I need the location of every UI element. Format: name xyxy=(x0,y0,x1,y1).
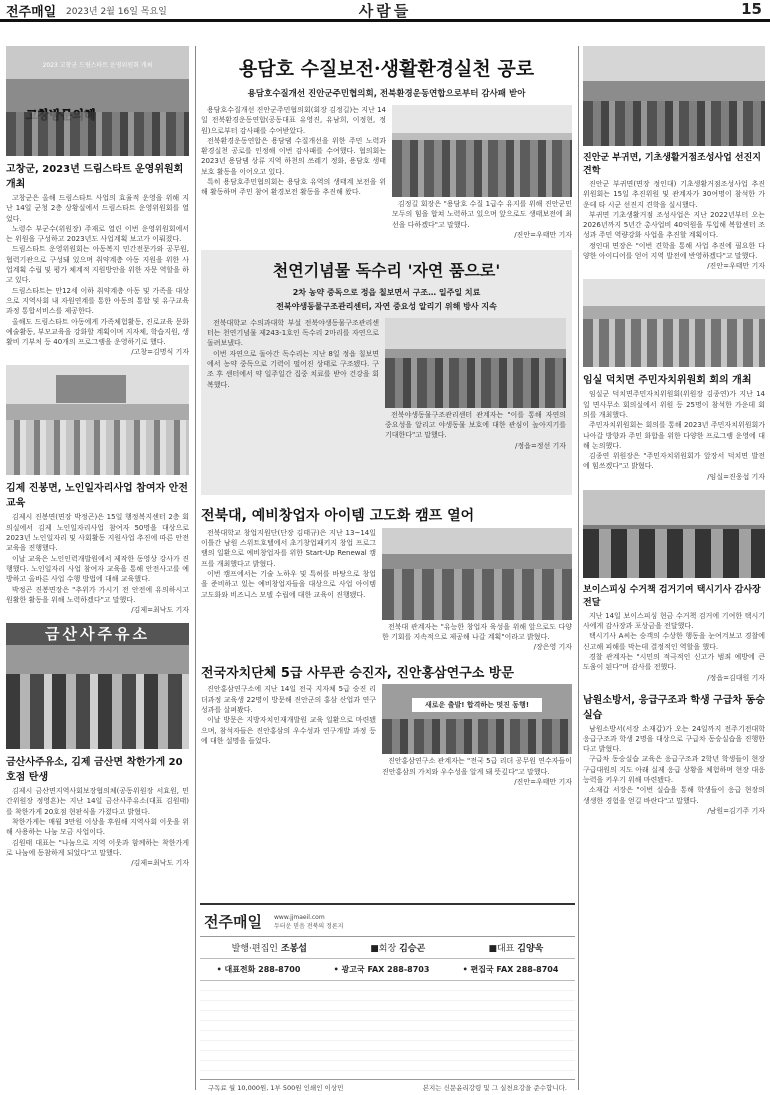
masthead-footer xyxy=(200,1079,575,1095)
masthead-url: www.jjmaeil.com xyxy=(274,913,325,921)
story-paragraph: 김종연 위원장은 "주민자치위원회가 앞장서 덕치면 발전에 힘쓰겠다"고 밝혔다. xyxy=(583,452,765,471)
story-body xyxy=(207,318,379,451)
contact-table xyxy=(200,981,575,1079)
story-body xyxy=(201,528,376,653)
story-paragraph: 이날 방문은 지방자치인재개발원 교육 일환으로 마련됐으며, 참석자들은 진안홍삼의 우수성과 연구개발 과정 등에 대한 설명을 들었다. xyxy=(201,716,376,745)
story-headline: 임실 덕치면 주민자치위원회 회의 개최 xyxy=(583,375,752,387)
masthead-url-block xyxy=(274,914,394,930)
story-paragraph: 착한가게는 매월 3만원 이상을 후원해 지역사회 이웃을 위해 사용하는 나눔 모금 사업이다. xyxy=(6,818,189,837)
story-headline: 고창군, 2023년 드림스타트 운영위원회 개최 xyxy=(6,164,184,190)
masthead-phone: • 편집국 FAX 288-8704 xyxy=(462,965,559,974)
story-paragraph: 소재갑 서장은 "이번 실습을 통해 학생들이 응급 현장의 생생한 경험을 얻길 바란다"고 말했다. xyxy=(583,786,765,805)
story-right-block xyxy=(382,684,572,787)
masthead-phones xyxy=(200,959,575,981)
story-right-block xyxy=(385,318,566,451)
masthead-label: 발행·편집인 xyxy=(231,944,278,954)
column-divider xyxy=(578,46,579,1090)
story-paragraph: 이번 자연으로 돌아간 독수리는 지난 8일 정읍 칠보면에서 농약 중독으로 기력이 떨어진 상태로 구조됐다. 구조 후 센터에서 약 일주일간 집중 치료를 받아 건강을 회복했다. xyxy=(207,349,379,389)
page-header xyxy=(0,0,770,22)
story-byline: /진안=우태만 기자 xyxy=(707,262,765,271)
story-headline: 전국자치단체 5급 사무관 승진자, 진안홍삼연구소 방문 xyxy=(201,666,514,682)
story-photo xyxy=(583,46,765,146)
header-section: 사람들 xyxy=(358,2,412,20)
story-body xyxy=(583,724,765,806)
story-byline: /남원=김기주 기자 xyxy=(707,806,765,815)
story-paragraph: 김원태 대표는 "나눔으로 지역 이웃과 함께하는 착한가게로 나눔에 동참하게 되었다"고 말했다. xyxy=(6,838,189,857)
story-headline: 금산사주유소, 김제 금산면 착한가게 20호점 탄생 xyxy=(6,757,183,784)
masthead-footer-text: 본지는 신문윤리강령 및 그 실천요강을 준수합니다. xyxy=(422,1084,567,1092)
story-body xyxy=(6,512,189,605)
masthead-slogan: 두터운 믿음 전북의 정론지 xyxy=(274,922,344,930)
story-photo xyxy=(6,46,189,156)
story-photo xyxy=(382,528,572,620)
left-column xyxy=(6,46,189,868)
masthead-logo: 전주매일 xyxy=(204,913,262,931)
story-byline: /임실=진웅섭 기자 xyxy=(707,472,765,481)
story-body xyxy=(385,410,566,441)
story-paragraph: 택시기사 A씨는 승객의 수상한 행동을 눈여겨보고 경찰에 신고해 피해를 막는데 결정적인 역할을 했다. xyxy=(583,632,765,651)
masthead-phone: • 대표전화 288-8700 xyxy=(216,965,301,974)
story-body xyxy=(382,622,572,643)
masthead-name: 김양욱 xyxy=(517,944,544,954)
masthead-label: ■회장 xyxy=(370,944,397,954)
story-byline: /진안=우태만 기자 xyxy=(514,778,572,787)
story-layout xyxy=(201,684,572,787)
story-paragraph: 전북대학교 창업지원단(단장 김태규)은 지난 13~14일 이틀간 남원 스위트호텔에서 초기창업패키지 창업 프로그램의 일환으로 예비창업자를 위한 Start-Up Renewal 캠프를 개최했다고 밝혔다. xyxy=(201,528,376,568)
masthead-footer-text: 구독료 월 10,000원, 1부 500원 인쇄인 이상민 xyxy=(208,1084,344,1092)
masthead-ceo xyxy=(488,941,543,954)
story-paragraph: 정인대 면장은 "이번 견학을 통해 사업 추진에 필요한 다양한 아이디어를 얻어 지역 발전에 반영하겠다"고 말했다. xyxy=(583,241,765,261)
story-photo xyxy=(6,365,189,475)
masthead xyxy=(200,903,575,1093)
masthead-phone: • 광고국 FAX 288-8703 xyxy=(333,965,430,974)
story-byline: /김제=최낙도 기자 xyxy=(131,606,189,615)
story-paragraph: 이번 캠프에서는 기술 노하우 및 특허를 바탕으로 창업을 준비하고 있는 예비창업자들을 대상으로 사업 아이템 고도화와 비즈니스 모델 수립에 대한 교육이 진행됐다. xyxy=(201,570,376,599)
story-paragraph: 박정곤 진봉면장은 "추위가 가시기 전 안전에 유의하시고 원활한 활동을 위해 노력하겠다"고 말했다. xyxy=(6,585,189,604)
feature-box xyxy=(201,250,572,495)
story-photo xyxy=(382,684,572,754)
story-layout xyxy=(207,318,566,451)
story-body xyxy=(392,199,572,230)
story-headline: 보이스피싱 수거책 검거기여 택시기사 감사장 전달 xyxy=(583,584,761,608)
story-byline: /고창=김명식 기자 xyxy=(131,348,189,357)
story-paragraph: 전북환경운동연합은 용담댐 수질개선을 위한 주민 노력과 환경실천 공로를 인정해 이번 감사패를 수여했다. 협의회는 2023년 용담댐 상류 지역 하천의 쓰레기 정화, 용담호 생태보호 활동을 이어오고 있다. xyxy=(201,136,386,176)
story-photo xyxy=(385,318,566,408)
story-headline: 김제 진봉면, 노인일자리사업 참여자 안전교육 xyxy=(6,483,188,510)
story-subheadline: 2차 농약 중독으로 정읍 칠보면서 구조… 일주일 치료 xyxy=(292,287,481,297)
right-column xyxy=(583,46,765,816)
story-paragraph: 진안군 부귀면(면장 정인대) 기초생활거점조성사업 추진위원회는 15일 추진위원 및 관계자가 30여명이 참석한 가운데 타 시군 선진지 견학을 실시했다. xyxy=(583,180,765,209)
photo-sign-text: 금산사주유소 xyxy=(6,623,189,645)
story-headline: 진안군 부귀면, 기초생활거점조성사업 선진지 견학 xyxy=(583,153,762,176)
story-paragraph: 전북야생동물구조관리센터 관계자는 "이를 통해 자연의 중요성을 알리고 야생동물 보호에 대한 관심이 높아지기를 기대한다"고 말했다. xyxy=(385,410,566,440)
story-paragraph: 전북대 관계자는 "유능한 창업자 육성을 위해 앞으로도 다양한 기회를 지속적으로 제공해 나갈 계획"이라고 밝혔다. xyxy=(382,622,572,642)
story-layout xyxy=(201,105,572,240)
story-paragraph: 전북대학교 수의과대학 부설 전북야생동물구조관리센터는 천연기념물 제243-1호인 독수리 2마리를 자연으로 돌려보냈다. xyxy=(207,318,379,348)
story-paragraph: 남원소방서(서장 소재갑)가 오는 24일까지 전주기전대학 응급구조과 학생 2명을 대상으로 구급차 동승실습을 진행한다고 밝혔다. xyxy=(583,724,765,754)
story-paragraph: 특히 용담호주민협의회는 용담호 유역의 생태계 보전을 위해 활동하며 주민 참여 환경보전 활동을 추진해 왔다. xyxy=(201,178,386,197)
photo-banner-text: 새로운 출발! 합격하는 멋진 동행! xyxy=(412,698,542,712)
story-body xyxy=(583,611,765,673)
story-paragraph: 노령수 부군수(위원장) 주재로 열린 이번 운영위원회에서는 위원을 구성하고 2023년도 사업계획 보고가 이뤄졌다. xyxy=(6,224,189,244)
story-body xyxy=(6,786,189,858)
masthead-name: 조봉섭 xyxy=(280,944,307,954)
story-paragraph: 주민자치위원회는 회의를 통해 2023년 주민자치위원회가 나아갈 방향과 주민 화합을 위한 다양한 프로그램 운영에 대해 논의했다. xyxy=(583,421,765,450)
story-photo xyxy=(6,623,189,749)
story-paragraph: 드림스타트 운영위원회는 아동복지 민간전문가와 공무원, 협력기관으로 구성돼 있으며 취약계층 아동 지원을 위한 사업계획 수립 및 평가 체계적 지원방안을 위한 자문 역할을 하고 있다. xyxy=(6,245,189,285)
story-byline: /장은영 기자 xyxy=(533,643,572,652)
story-body xyxy=(201,684,376,787)
story-byline: /김제=최낙도 기자 xyxy=(131,859,189,868)
story-photo xyxy=(392,105,572,197)
story-paragraph: 임실군 덕치면주민자치위원회(위원장 김종연)가 지난 14일 면사무소 회의실에서 위원 등 25명이 참석한 가운데 회의를 개최했다. xyxy=(583,390,765,419)
header-page-number: 15 xyxy=(741,0,762,18)
story-paragraph: 김제시 금산면지역사회보장협의체(공동위원장 서효원, 민간위원장 정영흔)는 지난 14일 금산사주유소(대표 김원태)를 착한가게 20호점 현판식을 가졌다고 밝혔다. xyxy=(6,787,189,816)
story-headline: 전북대, 예비창업자 아이템 고도화 캠프 열어 xyxy=(201,507,475,524)
story-body xyxy=(583,389,765,471)
story-right-block xyxy=(392,105,572,240)
story-right-block xyxy=(382,528,572,653)
story-byline: /정읍=정선 기자 xyxy=(514,441,566,450)
story-paragraph: 올해도 드림스타트 아동에게 가족체험활동, 진로교육 문화예술활동, 부모교육을 강화할 계획이며 지자체, 학습지원, 생활비 기부처 등 40개의 프로그램을 운영하기로 했다. xyxy=(6,317,189,347)
story-paragraph: 김제시 진봉면(면장 박정곤)은 15일 행정복지센터 2층 회의실에서 김제 노인일자리사업 참여자 50명을 대상으로 2023년 노인일자리 및 사회활동 지원사업 추진에 따른 안전교육을 진행했다. xyxy=(6,513,189,553)
story-body xyxy=(6,193,189,347)
story-body xyxy=(201,105,386,240)
story-paragraph: 드림스타트는 만12세 이하 취약계층 아동 및 가족을 대상으로 지역사회 내 자원연계를 통한 아동의 통합 및 유구교육과정 통합서비스를 제공한다. xyxy=(6,286,189,316)
story-paragraph: 용담호수질개선 진안군주민협의회(회장 김정길)는 지난 14일 전북환경운동연합(공동대표 유영진, 유남희, 이정현, 정원)으로부터 감사패를 수여받았다. xyxy=(201,106,386,135)
story-body xyxy=(382,756,572,777)
story-photo xyxy=(583,490,765,578)
header-date: 2023년 2월 16일 목요일 xyxy=(66,7,167,17)
photo-banner-text: 2023 고창군 드림스타트 운영위원회 개최 xyxy=(42,62,153,69)
story-byline: /진안=우태만 기자 xyxy=(514,230,572,239)
story-headline: 천연기념물 독수리 '자연 품으로' xyxy=(272,260,501,280)
story-subheadline: 전북야생동물구조관리센터, 자연 중요성 알리기 위해 방사 지속 xyxy=(276,301,497,311)
story-paragraph: 김정길 회장은 "용담호 수질 1급수 유지를 위해 진안군민 모두의 힘을 합쳐 노력하고 있으며 앞으로도 생태보전에 최선을 다하겠다"고 말했다. xyxy=(392,200,572,229)
header-brand: 전주매일 xyxy=(6,5,57,20)
story-body xyxy=(583,179,765,261)
story-subheadline: 용담호수질개선 진안군주민협의회, 전북환경운동연합으로부터 감사패 받아 xyxy=(247,89,526,99)
story-headline: 남원소방서, 응급구조과 학생 구급차 동승실습 xyxy=(583,694,765,721)
masthead-name: 김승곤 xyxy=(399,944,426,954)
story-paragraph: 지난 14일 보이스피싱 현금 수거책 검거에 기여한 택시기사에게 감사장과 포상금을 전달했다. xyxy=(583,611,765,631)
story-paragraph: 경찰 관계자는 "시민의 적극적인 신고가 범죄 예방에 큰 도움이 된다"며 감사를 전했다. xyxy=(583,652,765,672)
masthead-president xyxy=(370,941,425,954)
center-column xyxy=(201,46,572,787)
story-layout xyxy=(201,528,572,653)
masthead-label: ■대표 xyxy=(488,944,515,954)
story-byline: /정읍=김대원 기자 xyxy=(707,673,765,682)
story-paragraph: 구급차 동승실습 교육은 응급구조과 2학년 학생들이 현장 구급대원의 지도 아래 실제 응급 상황을 체험하며 현장 대응 능력을 키우기 위해 마련됐다. xyxy=(583,755,765,785)
story-paragraph: 고창군은 올해 드림스타트 사업의 효율적 운영을 위해 지난 14일 군청 2층 상황실에서 드림스타트 운영위원회를 열었다. xyxy=(6,194,189,223)
story-paragraph: 이날 교육은 노인인력개발원에서 제작한 동영상 강사가 진행했다. 노인일자리 사업 참여자 교육을 통해 안전사고를 예방하고 올바른 사업 수행 방법에 대해 교육했다. xyxy=(6,554,189,584)
masthead-staff xyxy=(200,937,575,959)
column-divider xyxy=(195,46,196,1090)
story-paragraph: 진안홍삼연구소 관계자는 "전국 5급 리더 공무원 연수자들이 진안홍삼의 가치와 우수성을 알게 돼 뜻깊다"고 말했다. xyxy=(382,757,572,776)
masthead-top xyxy=(200,905,575,937)
story-paragraph: 진안홍삼연구소에 지난 14일 전국 지자체 5급 승진 리더과정 교육생 22명이 방문해 진안군의 홍삼 산업과 연구 성과를 살펴봤다. xyxy=(201,685,376,715)
masthead-publisher xyxy=(232,941,307,954)
story-photo xyxy=(583,279,765,367)
story-paragraph: 부귀면 기초생활거점 조성사업은 지난 2022년부터 오는 2026년까지 5년간 총사업비 40억원을 투입해 복합센터 조성과 주민 역량강화 사업을 추진할 계획이다. xyxy=(583,210,765,240)
story-headline: 용담호 수질보전·생활환경실천 공로 xyxy=(238,58,535,80)
